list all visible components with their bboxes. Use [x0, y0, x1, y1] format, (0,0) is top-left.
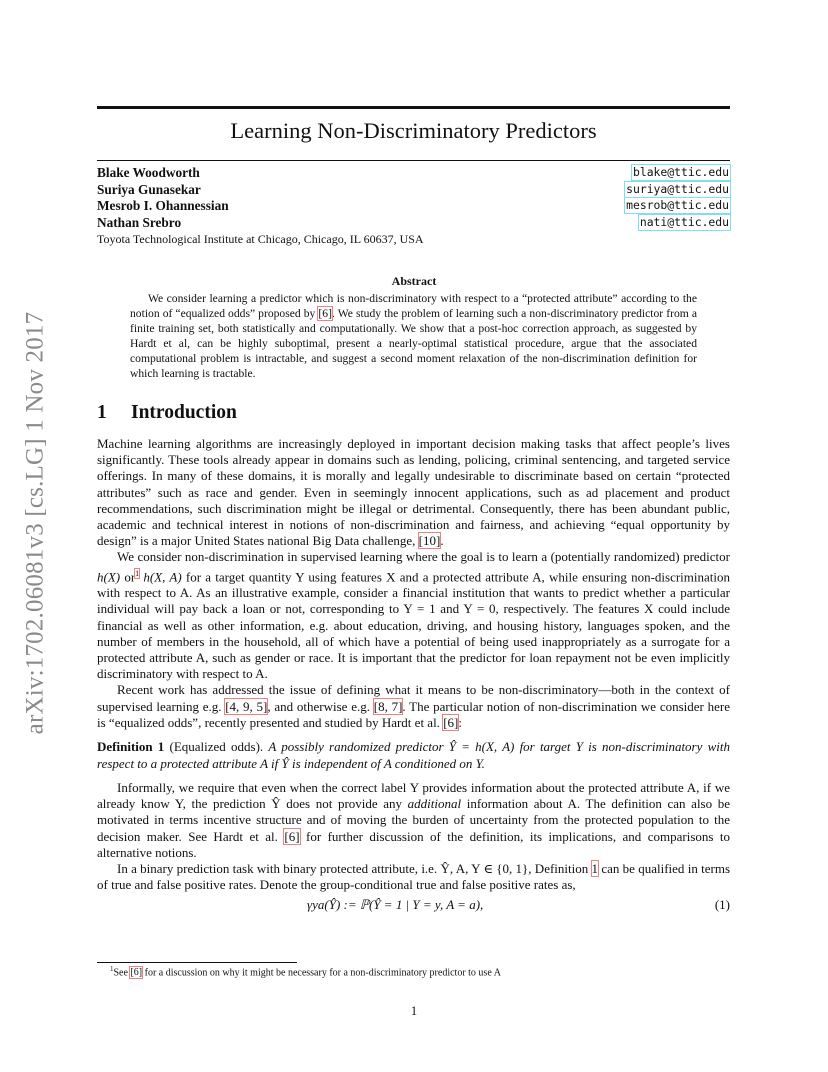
title-rule — [97, 160, 730, 161]
paragraph-text: : — [458, 714, 462, 730]
citation-link[interactable]: [6] — [318, 307, 332, 320]
footnote-rule — [97, 962, 297, 963]
arxiv-id: arXiv:1702.06081v3 [cs.LG] 1 Nov 2017 — [21, 311, 48, 735]
footnote — [110, 965, 501, 978]
citation-link[interactable]: [6] — [130, 967, 143, 979]
definition-text: A possibly randomized predictor Ŷ = h(X, A) for target Y is non-discriminatory with respect to a protected attribute A if Ŷ is independent of A conditioned on Y. — [97, 738, 730, 772]
footnote-text: for a discussion on why it might be necessary for a non-discriminatory predictor to use A — [142, 967, 501, 979]
footnote-link[interactable]: 1 — [135, 568, 140, 578]
emphasis-text: additional — [407, 796, 462, 812]
paragraph-text: . The particular notion of non-discrimination we consider here is “equalized odds”, recently presented and studied by Hardt et al. — [97, 698, 730, 730]
definition-block — [97, 738, 730, 773]
paragraph-text: Recent work has addressed the issue of defining what it means to be non-discriminatory—both in the context of supervised learning e.g. — [97, 682, 730, 714]
footnote-text: See — [113, 967, 131, 979]
math-inline: h(X, A) — [139, 568, 182, 584]
paragraph-text: Informally, we require that even when the correct label Y provides information about the protected attribute A, if we already know Y, the prediction Ŷ does not provide any — [97, 779, 730, 812]
paragraph-text: Machine learning algorithms are increasingly deployed in important decision making tasks that affect people’s lives significantly. These tools already appear in domains such as lending, policing, criminal sentencing, and targeted service offerings. In many of these domains, it is morally and legally undesirable to discriminate based on certain “protected attributes” such as race and gender. Even in seemingly innocent applications, such as ad placement and product recommendations, such discrimination might be illegal or detrimental. Consequently, there has been abundant public, academic and technical interest in notions of non-discrimination and fairness, and achieving “equal opportunity by design” is a major United States national Big Data challenge, — [97, 436, 730, 549]
abstract-heading: Abstract — [391, 274, 437, 288]
citation-link[interactable]: [6] — [284, 828, 300, 844]
definition-label: Definition 1 — [97, 738, 165, 754]
paragraph-text: information about A. The definition can also be motivated in terms incentive structure and of moving the burden of uncertainty from the protected population to the decision maker. See Hardt et al. — [97, 796, 731, 844]
author-name: Nathan Srebro — [97, 214, 182, 230]
author-email-link[interactable]: suriya@ttic.edu — [626, 181, 729, 196]
author-email-link[interactable]: blake@ttic.edu — [632, 165, 729, 179]
paragraph-text: , and otherwise e.g. — [267, 698, 374, 714]
definition-name: (Equalized odds). — [164, 738, 269, 754]
abstract-text: . We study the problem of learning such a non-discriminatory predictor from a finite training set, both statistically and computationally. We show that a post-hoc correction approach, as suggested by Hardt et al, can be highly suboptimal, present a nearly-optimal statistical procedure, argue that the associated computational problem is intractable, and suggest a second moment relaxation of the non-discrimination definition for which learning is tractable. — [130, 307, 697, 380]
author-list — [97, 165, 730, 231]
author-row — [97, 215, 730, 232]
section-title: Introduction — [131, 402, 237, 423]
paragraph-text: In a binary prediction task with binary protected attribute, i.e. Ŷ, A, Y ∈ {0, 1}, Definition — [117, 861, 592, 876]
author-row — [97, 198, 730, 215]
paragraph-text: or — [120, 568, 136, 584]
citation-link[interactable]: [10] — [418, 533, 441, 549]
author-name: Suriya Gunasekar — [97, 181, 201, 197]
citation-link[interactable]: [8, 7] — [373, 698, 403, 714]
page-number: 1 — [410, 1004, 418, 1018]
abstract-text: We consider learning a predictor which is non-discriminatory with respect to a “protected attribute” according to the notion of “equalized odds” proposed by — [130, 292, 697, 320]
paragraph-text: . — [440, 533, 444, 549]
paragraph-text: for a target quantity Y using features X and a protected attribute A, while ensuring non-discrimination with respect to A. As an illustrative example, consider a financial institution that wants to predict whether a particular individual will pay back a loan or not, corresponding to Y = 1 and Y = 0, respectively. The features X could include financial as well as other information, e.g. about education, driving, and housing history, languages spoken, and the number of members in the household, all of which have a potential of being used inappropriately as a surrogate for a protected attribute A, such as gender or race. It is important that the predictor for loan repayment not be even implicitly discriminatory with respect to A. — [97, 568, 730, 682]
equation-number: (1) — [714, 897, 730, 913]
author-row — [97, 165, 730, 182]
section-number: 1 — [97, 402, 107, 423]
arxiv-sidebar-stamp — [15, 288, 55, 758]
abstract-body — [130, 291, 697, 381]
paragraph — [97, 436, 730, 549]
definition-link[interactable]: 1 — [591, 861, 599, 876]
section-heading — [97, 402, 237, 424]
equation-1 — [97, 894, 730, 916]
body-text — [97, 436, 730, 916]
author-name: Mesrob I. Ohannessian — [97, 198, 229, 213]
author-email-link[interactable]: mesrob@ttic.edu — [626, 198, 729, 212]
paper-title: Learning Non-Discriminatory Predictors — [230, 118, 597, 143]
math-inline: h(X) — [97, 568, 121, 584]
footnote-mark: 1 — [110, 965, 114, 973]
paragraph — [97, 682, 730, 731]
paragraph-text: for further discussion of the definition, its implications, and comparisons to alternative notions. — [97, 828, 730, 860]
citation-link[interactable]: [4, 9, 5] — [225, 698, 268, 714]
paragraph-text: We consider non-discrimination in supervised learning where the goal is to learn a (potentially randomized) predictor — [117, 549, 730, 565]
citation-link[interactable]: [6] — [443, 714, 459, 730]
paragraph — [97, 549, 730, 682]
affiliation: Toyota Technological Institute at Chicago, Chicago, IL 60637, USA — [97, 232, 424, 246]
equation-body: γya(Ŷ) := ℙ(Ŷ = 1 | Y = y, A = a), — [307, 897, 484, 913]
author-row — [97, 182, 730, 199]
author-email-link[interactable]: nati@ttic.edu — [639, 214, 729, 229]
paragraph-text: can be qualified in terms of true and false positive rates. Denote the group-conditional true and false positive rates as, — [97, 861, 731, 893]
author-name: Blake Woodworth — [97, 165, 200, 180]
paragraph — [97, 861, 730, 893]
top-rule — [97, 106, 730, 109]
paragraph — [97, 780, 730, 861]
